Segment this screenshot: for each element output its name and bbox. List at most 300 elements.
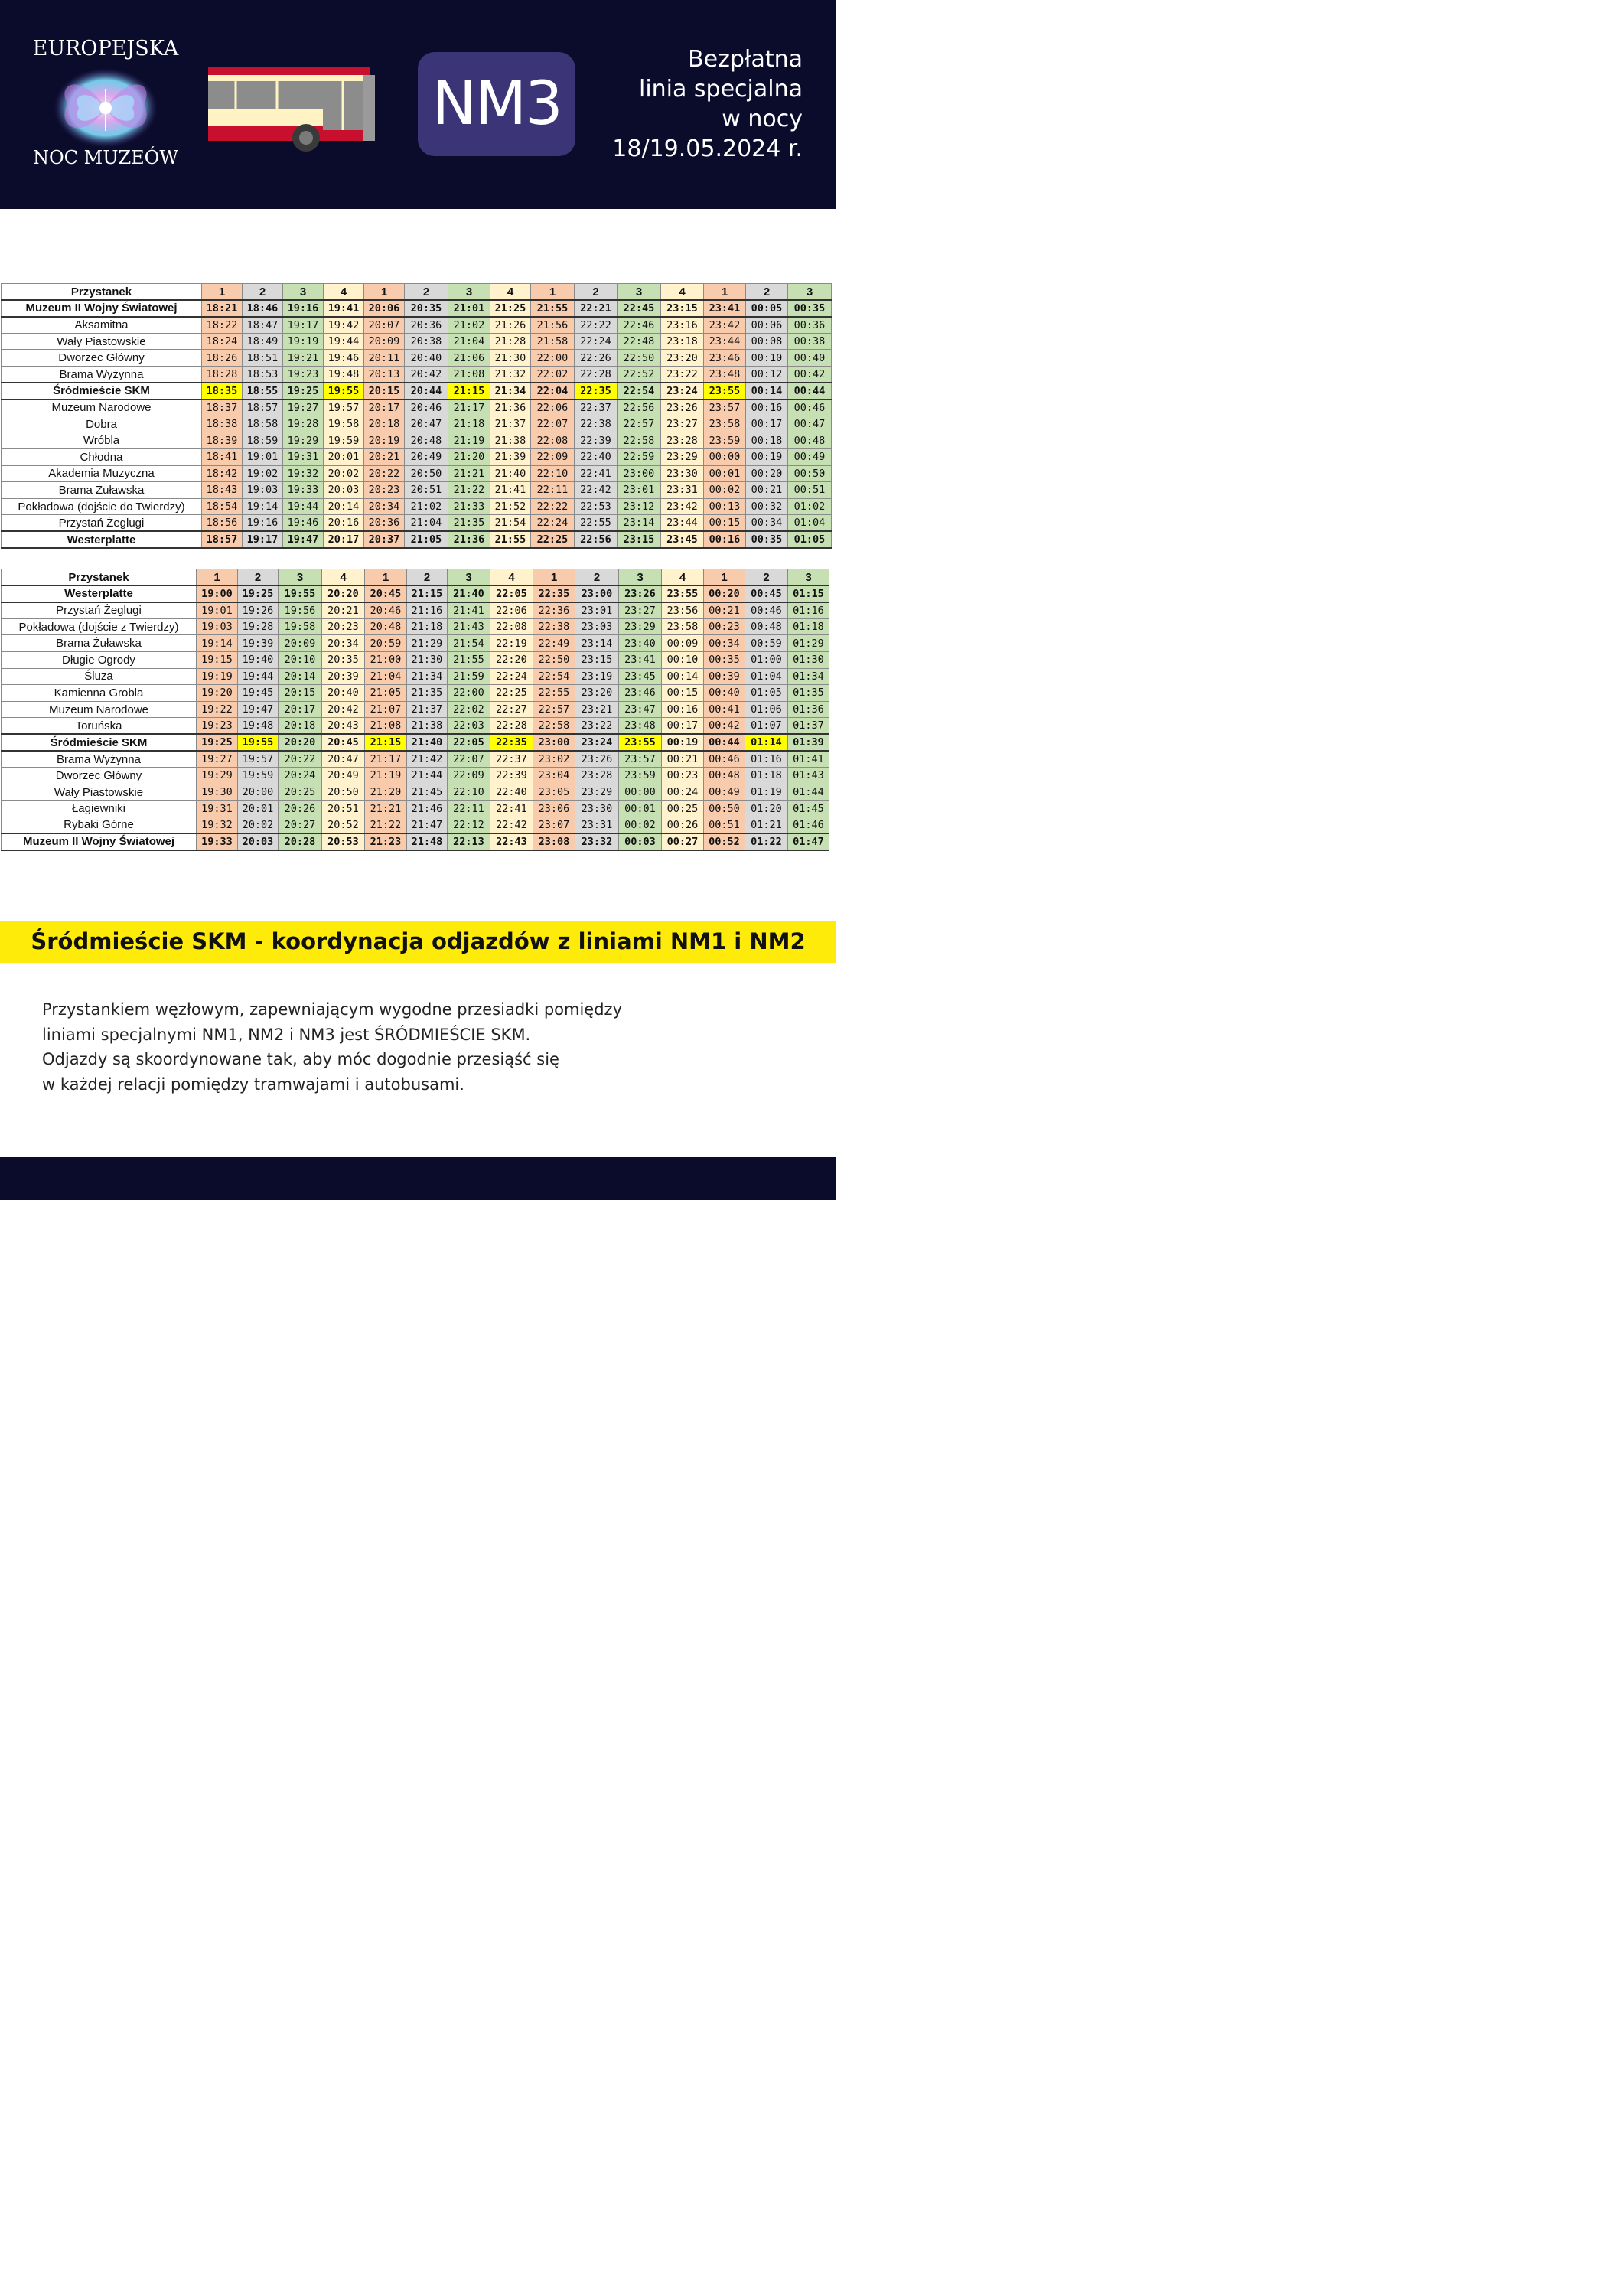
stop-name: Pokładowa (dojście z Twierdzy) xyxy=(2,618,197,635)
departure-time: 21:17 xyxy=(365,751,407,768)
departure-time: 20:43 xyxy=(322,718,365,735)
departure-time: 00:46 xyxy=(704,751,745,768)
departure-time: 00:19 xyxy=(662,734,704,751)
departure-time: 21:02 xyxy=(405,498,448,515)
departure-time: 22:56 xyxy=(575,531,618,548)
table-row xyxy=(2,734,829,751)
stop-name: Śródmieście SKM xyxy=(2,734,197,751)
departure-time: 18:43 xyxy=(202,482,243,499)
brigade-number: 1 xyxy=(704,284,746,301)
brigade-number: 3 xyxy=(788,569,829,586)
table-row xyxy=(2,668,829,685)
departure-time: 22:38 xyxy=(575,416,618,432)
table-row xyxy=(2,701,829,718)
departure-time: 20:10 xyxy=(279,651,322,668)
departure-time: 00:00 xyxy=(704,448,746,465)
departure-time: 19:58 xyxy=(279,618,322,635)
departure-time: 18:55 xyxy=(243,383,283,400)
departure-time: 19:25 xyxy=(238,585,279,602)
departure-time: 19:23 xyxy=(197,718,238,735)
departure-time: 01:18 xyxy=(788,618,829,635)
departure-time: 20:27 xyxy=(279,817,322,833)
stop-name: Dworzec Główny xyxy=(2,350,202,367)
line-number-badge: NM3 xyxy=(418,52,575,156)
departure-time: 22:06 xyxy=(490,602,533,619)
brigade-number: 2 xyxy=(575,569,619,586)
departure-time: 00:14 xyxy=(746,383,788,400)
departure-time: 19:30 xyxy=(197,784,238,801)
departure-time: 23:21 xyxy=(575,701,619,718)
departure-time: 21:08 xyxy=(448,366,490,383)
departure-time: 22:55 xyxy=(533,685,575,702)
departure-time: 00:21 xyxy=(662,751,704,768)
header-stop-label: Przystanek xyxy=(2,569,197,586)
departure-time: 21:35 xyxy=(407,685,448,702)
header xyxy=(0,0,836,209)
departure-time: 00:15 xyxy=(704,515,746,532)
departure-time: 00:01 xyxy=(704,465,746,482)
departure-time: 20:09 xyxy=(279,635,322,652)
table-row xyxy=(2,685,829,702)
departure-time: 23:08 xyxy=(533,833,575,850)
departure-time: 20:50 xyxy=(405,465,448,482)
departure-time: 19:26 xyxy=(238,602,279,619)
departure-time: 23:59 xyxy=(619,768,662,784)
departure-time: 22:25 xyxy=(490,685,533,702)
departure-time: 20:06 xyxy=(364,300,405,317)
departure-time: 21:54 xyxy=(448,635,490,652)
departure-time: 19:25 xyxy=(283,383,324,400)
departure-time: 23:01 xyxy=(618,482,661,499)
departure-time: 19:47 xyxy=(238,701,279,718)
timetable-outbound xyxy=(1,283,832,549)
departure-time: 18:37 xyxy=(202,400,243,416)
departure-time: 23:48 xyxy=(704,366,746,383)
stop-name: Aksamitna xyxy=(2,317,202,334)
departure-time: 21:34 xyxy=(490,383,531,400)
departure-time: 00:23 xyxy=(662,768,704,784)
departure-time: 21:37 xyxy=(490,416,531,432)
departure-time: 18:47 xyxy=(243,317,283,334)
departure-time: 21:37 xyxy=(407,701,448,718)
departure-time: 19:40 xyxy=(238,651,279,668)
departure-time: 18:59 xyxy=(243,432,283,449)
timetable-header-row xyxy=(2,284,832,301)
departure-time: 00:38 xyxy=(788,333,832,350)
departure-time: 20:42 xyxy=(322,701,365,718)
departure-time: 18:24 xyxy=(202,333,243,350)
departure-time: 23:22 xyxy=(575,718,619,735)
departure-time: 21:08 xyxy=(365,718,407,735)
departure-time: 21:04 xyxy=(448,333,490,350)
departure-time: 20:21 xyxy=(364,448,405,465)
departure-time: 23:20 xyxy=(661,350,704,367)
departure-time: 19:17 xyxy=(283,317,324,334)
departure-time: 22:11 xyxy=(531,482,575,499)
departure-time: 23:24 xyxy=(661,383,704,400)
table-row xyxy=(2,618,829,635)
departure-time: 00:48 xyxy=(745,618,788,635)
departure-time: 00:03 xyxy=(619,833,662,850)
departure-time: 20:40 xyxy=(322,685,365,702)
departure-time: 19:48 xyxy=(324,366,364,383)
departure-time: 00:40 xyxy=(704,685,745,702)
departure-time: 21:44 xyxy=(407,768,448,784)
departure-time: 01:05 xyxy=(745,685,788,702)
departure-time: 20:02 xyxy=(238,817,279,833)
table-row xyxy=(2,515,832,532)
brigade-number: 3 xyxy=(448,284,490,301)
departure-time: 20:03 xyxy=(238,833,279,850)
stop-name: Przystań Żeglugi xyxy=(2,515,202,532)
departure-time: 20:01 xyxy=(324,448,364,465)
departure-time: 20:17 xyxy=(324,531,364,548)
departure-time: 00:05 xyxy=(746,300,788,317)
departure-time: 23:48 xyxy=(619,718,662,735)
departure-time: 21:21 xyxy=(448,465,490,482)
departure-time: 23:01 xyxy=(575,602,619,619)
departure-time: 01:36 xyxy=(788,701,829,718)
departure-time: 20:23 xyxy=(364,482,405,499)
brigade-number: 4 xyxy=(490,569,533,586)
departure-time: 19:46 xyxy=(324,350,364,367)
departure-time: 18:58 xyxy=(243,416,283,432)
stop-name: Toruńska xyxy=(2,718,197,735)
departure-time: 20:53 xyxy=(322,833,365,850)
timetable-header-row xyxy=(2,569,829,586)
departure-time: 18:49 xyxy=(243,333,283,350)
departure-time: 00:45 xyxy=(745,585,788,602)
departure-time: 19:45 xyxy=(238,685,279,702)
departure-time: 00:42 xyxy=(788,366,832,383)
departure-time: 01:05 xyxy=(788,531,832,548)
departure-time: 21:39 xyxy=(490,448,531,465)
departure-time: 22:42 xyxy=(490,817,533,833)
brigade-number: 4 xyxy=(324,284,364,301)
departure-time: 23:47 xyxy=(619,701,662,718)
departure-time: 20:28 xyxy=(279,833,322,850)
departure-time: 22:24 xyxy=(575,333,618,350)
stop-name: Muzeum II Wojny Światowej xyxy=(2,300,202,317)
departure-time: 20:46 xyxy=(405,400,448,416)
departure-time: 23:06 xyxy=(533,801,575,817)
departure-time: 01:34 xyxy=(788,668,829,685)
brigade-number: 3 xyxy=(619,569,662,586)
departure-time: 23:03 xyxy=(575,618,619,635)
departure-time: 00:51 xyxy=(704,817,745,833)
departure-time: 22:56 xyxy=(618,400,661,416)
departure-time: 21:06 xyxy=(448,350,490,367)
table-row xyxy=(2,482,832,499)
departure-time: 00:50 xyxy=(704,801,745,817)
departure-time: 00:44 xyxy=(704,734,745,751)
table-row xyxy=(2,784,829,801)
stop-name: Długie Ogrody xyxy=(2,651,197,668)
bus-icon xyxy=(208,67,376,152)
stop-name: Wróbla xyxy=(2,432,202,449)
departure-time: 19:16 xyxy=(283,300,324,317)
brigade-number: 4 xyxy=(322,569,365,586)
departure-time: 18:39 xyxy=(202,432,243,449)
footer-bar xyxy=(0,1157,836,1200)
departure-time: 22:58 xyxy=(533,718,575,735)
departure-time: 00:34 xyxy=(746,515,788,532)
departure-time: 20:24 xyxy=(279,768,322,784)
stop-name: Muzeum Narodowe xyxy=(2,400,202,416)
departure-time: 20:26 xyxy=(279,801,322,817)
departure-time: 22:06 xyxy=(531,400,575,416)
departure-time: 22:24 xyxy=(531,515,575,532)
departure-time: 00:48 xyxy=(704,768,745,784)
departure-time: 19:02 xyxy=(243,465,283,482)
departure-time: 22:55 xyxy=(575,515,618,532)
butterfly-logo-icon xyxy=(52,66,159,150)
departure-time: 20:45 xyxy=(322,734,365,751)
table-row xyxy=(2,448,832,465)
departure-time: 20:17 xyxy=(279,701,322,718)
departure-time: 22:46 xyxy=(618,317,661,334)
table-row xyxy=(2,498,832,515)
departure-time: 18:42 xyxy=(202,465,243,482)
departure-time: 21:30 xyxy=(490,350,531,367)
departure-time: 22:57 xyxy=(618,416,661,432)
departure-time: 21:56 xyxy=(531,317,575,334)
departure-time: 21:05 xyxy=(365,685,407,702)
departure-time: 01:30 xyxy=(788,651,829,668)
departure-time: 20:07 xyxy=(364,317,405,334)
departure-time: 23:19 xyxy=(575,668,619,685)
departure-time: 23:56 xyxy=(662,602,704,619)
departure-time: 23:31 xyxy=(575,817,619,833)
departure-time: 22:41 xyxy=(490,801,533,817)
departure-time: 22:52 xyxy=(618,366,661,383)
departure-time: 19:42 xyxy=(324,317,364,334)
event-logo xyxy=(29,35,182,173)
departure-time: 01:45 xyxy=(788,801,829,817)
departure-time: 23:58 xyxy=(704,416,746,432)
departure-time: 00:16 xyxy=(746,400,788,416)
departure-time: 20:25 xyxy=(279,784,322,801)
departure-time: 00:39 xyxy=(704,668,745,685)
departure-time: 01:37 xyxy=(788,718,829,735)
departure-time: 22:59 xyxy=(618,448,661,465)
departure-time: 01:14 xyxy=(745,734,788,751)
departure-time: 21:38 xyxy=(490,432,531,449)
departure-time: 19:16 xyxy=(243,515,283,532)
departure-time: 00:02 xyxy=(619,817,662,833)
departure-time: 00:00 xyxy=(619,784,662,801)
table-row xyxy=(2,383,832,400)
departure-time: 21:29 xyxy=(407,635,448,652)
departure-time: 21:20 xyxy=(448,448,490,465)
header-line-4: 18/19.05.2024 r. xyxy=(612,135,803,162)
info-line-1: Przystankiem węzłowym, zapewniającym wygodne przesiadki pomiędzy xyxy=(42,1000,622,1019)
departure-time: 20:37 xyxy=(364,531,405,548)
departure-time: 01:16 xyxy=(788,602,829,619)
departure-time: 21:15 xyxy=(365,734,407,751)
departure-time: 19:32 xyxy=(283,465,324,482)
coordination-banner: Śródmieście SKM - koordynacja odjazdów z liniami NM1 i NM2 xyxy=(0,921,836,963)
departure-time: 21:46 xyxy=(407,801,448,817)
departure-time: 00:47 xyxy=(788,416,832,432)
info-paragraph xyxy=(42,997,731,1097)
departure-time: 23:24 xyxy=(575,734,619,751)
departure-time: 21:28 xyxy=(490,333,531,350)
departure-time: 22:38 xyxy=(533,618,575,635)
departure-time: 21:47 xyxy=(407,817,448,833)
departure-time: 22:00 xyxy=(448,685,490,702)
departure-time: 22:22 xyxy=(575,317,618,334)
departure-time: 23:57 xyxy=(704,400,746,416)
departure-time: 01:15 xyxy=(788,585,829,602)
departure-time: 20:39 xyxy=(322,668,365,685)
departure-time: 01:16 xyxy=(745,751,788,768)
stop-name: Rybaki Górne xyxy=(2,817,197,833)
brigade-number: 3 xyxy=(618,284,661,301)
departure-time: 20:51 xyxy=(322,801,365,817)
table-row xyxy=(2,400,832,416)
departure-time: 22:45 xyxy=(618,300,661,317)
brigade-number: 4 xyxy=(662,569,704,586)
departure-time: 20:35 xyxy=(322,651,365,668)
departure-time: 01:35 xyxy=(788,685,829,702)
departure-time: 23:58 xyxy=(662,618,704,635)
departure-time: 19:27 xyxy=(197,751,238,768)
stop-name: Brama Wyżynna xyxy=(2,751,197,768)
departure-time: 18:57 xyxy=(202,531,243,548)
departure-time: 23:42 xyxy=(704,317,746,334)
departure-time: 00:32 xyxy=(746,498,788,515)
departure-time: 01:44 xyxy=(788,784,829,801)
departure-time: 20:50 xyxy=(322,784,365,801)
departure-time: 00:23 xyxy=(704,618,745,635)
departure-time: 22:20 xyxy=(490,651,533,668)
departure-time: 20:03 xyxy=(324,482,364,499)
brigade-number: 1 xyxy=(533,569,575,586)
departure-time: 01:47 xyxy=(788,833,829,850)
departure-time: 00:14 xyxy=(662,668,704,685)
departure-time: 23:45 xyxy=(661,531,704,548)
departure-time: 22:12 xyxy=(448,817,490,833)
departure-time: 22:35 xyxy=(575,383,618,400)
departure-time: 20:49 xyxy=(405,448,448,465)
departure-time: 22:57 xyxy=(533,701,575,718)
departure-time: 20:18 xyxy=(364,416,405,432)
departure-time: 20:13 xyxy=(364,366,405,383)
departure-time: 21:02 xyxy=(448,317,490,334)
brigade-number: 1 xyxy=(365,569,407,586)
departure-time: 22:28 xyxy=(490,718,533,735)
departure-time: 21:15 xyxy=(448,383,490,400)
departure-time: 23:32 xyxy=(575,833,619,850)
departure-time: 00:27 xyxy=(662,833,704,850)
departure-time: 23:20 xyxy=(575,685,619,702)
departure-time: 21:25 xyxy=(490,300,531,317)
departure-time: 01:06 xyxy=(745,701,788,718)
table-row xyxy=(2,416,832,432)
departure-time: 23:22 xyxy=(661,366,704,383)
departure-time: 22:13 xyxy=(448,833,490,850)
departure-time: 20:23 xyxy=(322,618,365,635)
departure-time: 19:14 xyxy=(197,635,238,652)
stop-name: Akademia Muzyczna xyxy=(2,465,202,482)
departure-time: 23:07 xyxy=(533,817,575,833)
stop-name: Wały Piastowskie xyxy=(2,333,202,350)
departure-time: 22:35 xyxy=(533,585,575,602)
departure-time: 21:32 xyxy=(490,366,531,383)
departure-time: 21:20 xyxy=(365,784,407,801)
departure-time: 00:08 xyxy=(746,333,788,350)
departure-time: 18:57 xyxy=(243,400,283,416)
departure-time: 19:55 xyxy=(238,734,279,751)
departure-time: 21:58 xyxy=(531,333,575,350)
departure-time: 20:34 xyxy=(364,498,405,515)
departure-time: 23:44 xyxy=(661,515,704,532)
departure-time: 22:58 xyxy=(618,432,661,449)
departure-time: 19:57 xyxy=(324,400,364,416)
stop-name: Śródmieście SKM xyxy=(2,383,202,400)
departure-time: 20:16 xyxy=(324,515,364,532)
departure-time: 20:20 xyxy=(322,585,365,602)
table-row xyxy=(2,465,832,482)
departure-time: 01:00 xyxy=(745,651,788,668)
departure-time: 21:04 xyxy=(365,668,407,685)
table-row xyxy=(2,651,829,668)
departure-time: 19:03 xyxy=(243,482,283,499)
departure-time: 01:04 xyxy=(788,515,832,532)
brigade-number: 3 xyxy=(279,569,322,586)
stop-name: Westerplatte xyxy=(2,585,197,602)
departure-time: 22:04 xyxy=(531,383,575,400)
departure-time: 22:48 xyxy=(618,333,661,350)
departure-time: 22:50 xyxy=(618,350,661,367)
brigade-number: 2 xyxy=(407,569,448,586)
departure-time: 19:14 xyxy=(243,498,283,515)
departure-time: 22:11 xyxy=(448,801,490,817)
departure-time: 00:52 xyxy=(704,833,745,850)
departure-time: 21:18 xyxy=(407,618,448,635)
departure-time: 00:17 xyxy=(746,416,788,432)
departure-time: 20:35 xyxy=(405,300,448,317)
departure-time: 22:37 xyxy=(490,751,533,768)
departure-time: 21:54 xyxy=(490,515,531,532)
departure-time: 23:46 xyxy=(704,350,746,367)
departure-time: 22:39 xyxy=(575,432,618,449)
departure-time: 01:19 xyxy=(745,784,788,801)
info-line-3: Odjazdy są skoordynowane tak, aby móc dogodnie przesiąść się xyxy=(42,1050,559,1068)
departure-time: 21:40 xyxy=(407,734,448,751)
departure-time: 23:55 xyxy=(619,734,662,751)
departure-time: 22:28 xyxy=(575,366,618,383)
departure-time: 01:29 xyxy=(788,635,829,652)
departure-time: 21:40 xyxy=(448,585,490,602)
stop-name: Chłodna xyxy=(2,448,202,465)
table-row xyxy=(2,432,832,449)
table-row xyxy=(2,531,832,548)
departure-time: 01:43 xyxy=(788,768,829,784)
departure-time: 19:33 xyxy=(283,482,324,499)
brigade-number: 1 xyxy=(704,569,745,586)
departure-time: 23:16 xyxy=(661,317,704,334)
departure-time: 01:18 xyxy=(745,768,788,784)
departure-time: 21:01 xyxy=(448,300,490,317)
departure-time: 20:11 xyxy=(364,350,405,367)
stop-name: Brama Żuławska xyxy=(2,635,197,652)
departure-time: 00:20 xyxy=(746,465,788,482)
departure-time: 19:21 xyxy=(283,350,324,367)
brigade-number: 2 xyxy=(405,284,448,301)
departure-time: 20:14 xyxy=(324,498,364,515)
